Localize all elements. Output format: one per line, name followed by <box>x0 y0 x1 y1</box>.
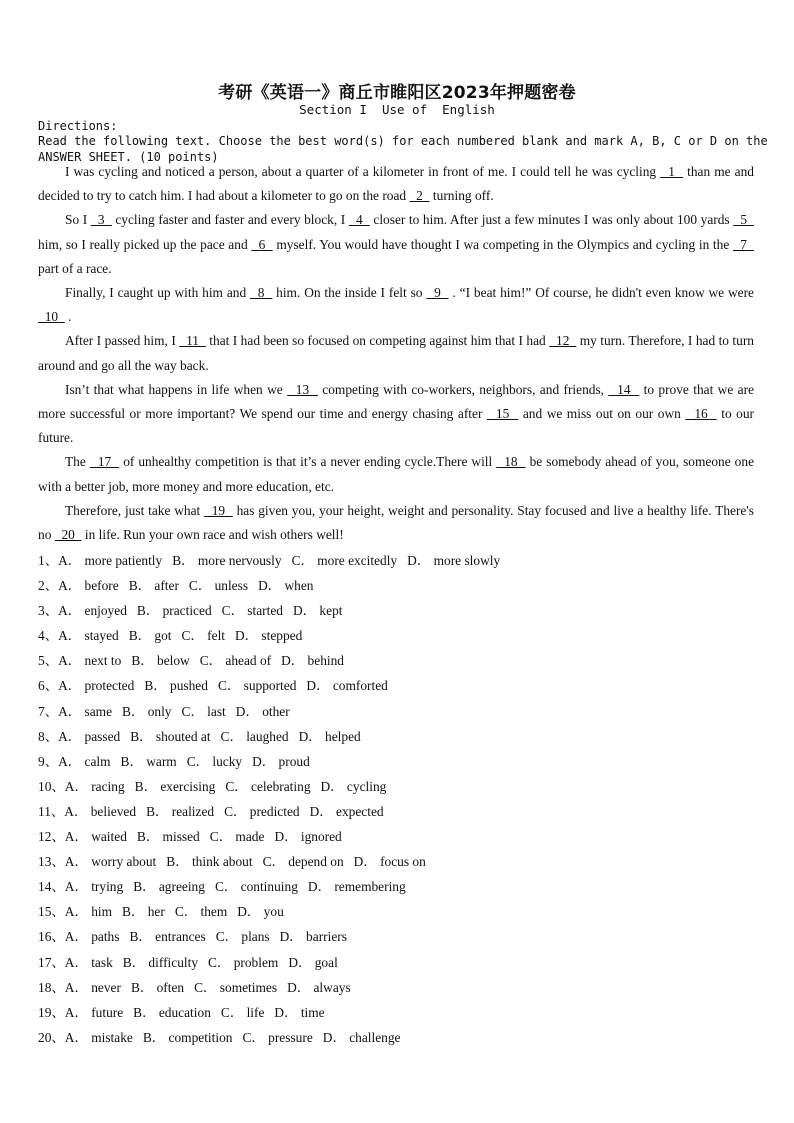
question-row <box>38 874 754 899</box>
directions-heading: Directions: <box>38 119 118 133</box>
question-row <box>38 573 754 598</box>
option-a: A． paths <box>64 929 120 945</box>
option-b: B． difficulty <box>122 954 199 970</box>
question-number: 4、 <box>38 628 59 644</box>
option-a: A． mistake <box>64 1029 133 1045</box>
option-a: A． same <box>58 703 113 719</box>
option-c: C． sometimes <box>194 979 278 995</box>
passage-text: of unhealthy competition is that it’s a never ending cycle.There will <box>119 454 497 470</box>
option-d: D． helped <box>298 728 361 744</box>
question-number: 16、 <box>38 929 65 945</box>
option-a: A． believed <box>64 803 137 819</box>
passage-paragraph-1 <box>38 160 754 208</box>
option-c: C． predicted <box>224 803 300 819</box>
blank-14: 14 <box>608 381 640 397</box>
blank-9: 9 <box>426 285 449 301</box>
question-row <box>38 749 754 774</box>
option-a: A． future <box>64 1004 124 1020</box>
question-number: 11、 <box>38 803 65 819</box>
blank-16: 16 <box>685 406 717 422</box>
question-row <box>38 774 754 799</box>
passage-text: closer to him. After just a few minutes I was only about 100 yards <box>369 212 734 228</box>
question-row <box>38 598 754 623</box>
option-d: D． kept <box>293 603 343 619</box>
question-number: 7、 <box>38 703 59 719</box>
question-number: 1、 <box>38 553 59 568</box>
option-b: B． competition <box>142 1029 233 1045</box>
passage-text: has given you, your height, weight and personality. Stay focused and live a healthy life. There's no <box>38 502 754 543</box>
option-d: D． time <box>274 1004 325 1020</box>
option-b: B． only <box>122 703 172 719</box>
blank-19: 19 <box>204 502 233 518</box>
passage-paragraph-6 <box>38 450 754 498</box>
option-b: B． entrances <box>129 929 206 945</box>
question-number: 2、 <box>38 578 59 594</box>
option-a: A． stayed <box>58 628 119 644</box>
option-b: B． exercising <box>134 778 216 794</box>
option-c: C． life <box>220 1004 265 1020</box>
option-d: D． expected <box>309 803 384 819</box>
passage-paragraph-5 <box>38 378 754 451</box>
option-a: A． protected <box>58 678 135 694</box>
option-c: C． continuing <box>214 879 298 895</box>
option-c: C． plans <box>215 929 270 945</box>
passage-paragraph-3 <box>38 281 754 329</box>
option-a: A． never <box>64 979 121 995</box>
option-d: D． other <box>235 703 290 719</box>
option-b: B． pushed <box>144 678 208 694</box>
passage-text: be somebody ahead of you, someone one with a better job, more money and more education, etc. <box>38 454 755 494</box>
passage-text: in life. Run your own race and wish others well! <box>81 527 344 543</box>
passage-text: The <box>65 454 90 470</box>
option-d: D． stepped <box>235 628 303 644</box>
question-row <box>38 950 754 975</box>
question-row <box>38 548 754 573</box>
question-row <box>38 1000 754 1025</box>
passage-text: . “I beat him!” Of course, he didn't even know we were <box>448 285 754 301</box>
question-number: 15、 <box>38 904 65 920</box>
option-d: D． cycling <box>320 778 387 794</box>
option-d: D． when <box>258 578 314 594</box>
passage-text: Isn’t that what happens in life when we <box>65 381 288 397</box>
option-b: B． agreeing <box>133 879 205 895</box>
option-d: D． comforted <box>306 678 388 694</box>
option-c: C． pressure <box>242 1029 313 1045</box>
passage-text: and we miss out on our own <box>518 406 686 422</box>
option-c: C． felt <box>181 628 226 644</box>
passage-text: Finally, I caught up with him and <box>65 285 251 301</box>
question-number: 19、 <box>38 1004 65 1020</box>
option-c: C． laughed <box>220 728 289 744</box>
option-a: A． waited <box>64 829 127 845</box>
passage-text: than me and decided to try to catch him. I had about a kilometer to go on the road <box>38 164 755 204</box>
option-b: B． education <box>133 1004 211 1020</box>
option-a: A． before <box>58 578 119 594</box>
directions-line-2: ANSWER SHEET. (10 points) <box>38 150 219 164</box>
passage-text: turning off. <box>429 188 494 204</box>
option-b: B． often <box>130 979 185 995</box>
blank-3: 3 <box>90 212 112 228</box>
question-options-list <box>38 548 754 1050</box>
option-a: A． enjoyed <box>58 603 127 619</box>
blank-18: 18 <box>496 454 526 470</box>
option-a: A． passed <box>58 728 121 744</box>
question-number: 8、 <box>38 728 59 744</box>
option-a: A． racing <box>64 778 125 794</box>
passage-text: cycling faster and faster and every block, I <box>111 212 349 228</box>
option-a: A． more patiently <box>58 553 163 568</box>
option-d: D． you <box>237 904 284 920</box>
option-b: B． got <box>128 628 172 644</box>
option-c: C． last <box>181 703 226 719</box>
option-c: C． started <box>221 603 284 619</box>
question-row <box>38 824 754 849</box>
question-number: 3、 <box>38 603 59 619</box>
question-number: 13、 <box>38 854 65 870</box>
directions-line-1: Read the following text. Choose the best word(s) for each numbered blank and mark A, B, C or D on the <box>38 134 768 148</box>
page-title: 考研《英语一》商丘市睢阳区2023年押题密卷 <box>218 83 576 103</box>
option-a: A． task <box>64 954 113 970</box>
question-number: 6、 <box>38 678 59 694</box>
blank-8: 8 <box>250 285 273 301</box>
blank-15: 15 <box>486 406 519 422</box>
option-a: A． worry about <box>64 854 157 870</box>
passage-text: I was cycling and noticed a person, about a quarter of a kilometer in front of me. I could tell he was cycling <box>65 164 661 179</box>
blank-17: 17 <box>89 454 120 470</box>
option-a: A． him <box>64 904 113 920</box>
option-c: C． lucky <box>186 753 243 769</box>
passage-text: competing with co-workers, neighbors, and friends, <box>317 381 609 397</box>
option-c: C． made <box>209 829 265 845</box>
blank-12: 12 <box>549 333 577 349</box>
question-number: 12、 <box>38 829 65 845</box>
blank-7: 7 <box>732 236 754 252</box>
question-number: 20、 <box>38 1029 65 1045</box>
passage-text: myself. You would have thought I wa competing in the Olympics and cycling in the <box>272 236 733 252</box>
passage <box>38 160 754 547</box>
question-row <box>38 899 754 924</box>
option-d: D． challenge <box>322 1029 401 1045</box>
passage-paragraph-4 <box>38 329 754 377</box>
passage-text: to our future. <box>38 406 755 446</box>
option-c: C． depend on <box>262 854 344 870</box>
question-number: 10、 <box>38 778 65 794</box>
blank-11: 11 <box>179 333 206 349</box>
question-row <box>38 1025 754 1050</box>
blank-13: 13 <box>287 381 318 397</box>
section-subtitle: Section I Use of English <box>299 102 495 117</box>
question-row <box>38 648 754 673</box>
option-c: C． supported <box>217 678 297 694</box>
passage-text: Therefore, just take what <box>65 502 205 518</box>
option-b: B． shouted at <box>130 728 211 744</box>
question-number: 5、 <box>38 653 59 669</box>
option-a: A． calm <box>58 753 111 769</box>
blank-20: 20 <box>54 527 82 543</box>
question-row <box>38 975 754 1000</box>
option-b: B． think about <box>166 854 253 870</box>
option-b: B． warm <box>120 753 177 769</box>
question-row <box>38 673 754 698</box>
option-c: C． more excitedly <box>291 553 398 568</box>
question-row <box>38 623 754 648</box>
option-c: C． ahead of <box>199 653 272 669</box>
question-number: 14、 <box>38 879 65 895</box>
option-b: B． below <box>131 653 190 669</box>
option-a: A． trying <box>64 879 124 895</box>
option-d: D． barriers <box>279 929 347 945</box>
option-b: B． realized <box>146 803 215 819</box>
blank-1: 1 <box>660 164 684 179</box>
option-c: C． unless <box>188 578 249 594</box>
option-d: D． proud <box>252 753 310 769</box>
option-b: B． more nervously <box>172 553 282 568</box>
question-row <box>38 924 754 949</box>
option-d: D． behind <box>281 653 344 669</box>
passage-text: After I passed him, I <box>65 333 180 349</box>
question-number: 9、 <box>38 753 59 769</box>
question-row <box>38 799 754 824</box>
passage-text: . <box>64 309 72 325</box>
blank-4: 4 <box>348 212 370 228</box>
option-d: D． goal <box>288 954 338 970</box>
option-d: D． always <box>287 979 351 995</box>
blank-2: 2 <box>409 188 430 204</box>
question-row <box>38 849 754 874</box>
passage-paragraph-2 <box>38 208 754 281</box>
question-row <box>38 724 754 749</box>
option-b: B． missed <box>136 829 200 845</box>
question-row <box>38 699 754 724</box>
option-d: D． remembering <box>307 879 406 895</box>
passage-text: him. On the inside I felt so <box>272 285 427 301</box>
passage-paragraph-7 <box>38 499 754 547</box>
passage-text: that I had been so focused on competing against him that I had <box>205 333 550 349</box>
blank-10: 10 <box>38 309 65 325</box>
passage-text: my turn. Therefore, I had to turn around and go all the way back. <box>38 333 754 373</box>
option-d: D． more slowly <box>407 553 501 568</box>
passage-text: to prove that we are more successful or more important? We spend our time and energy chasing after <box>38 381 755 422</box>
option-b: B． her <box>122 904 165 920</box>
option-c: C． problem <box>208 954 279 970</box>
passage-text: him, so I really picked up the pace and <box>38 236 252 252</box>
question-number: 18、 <box>38 979 65 995</box>
blank-5: 5 <box>733 212 754 228</box>
option-b: B． after <box>128 578 179 594</box>
passage-text: part of a race. <box>38 260 112 276</box>
question-number: 17、 <box>38 954 65 970</box>
option-b: B． practiced <box>136 603 212 619</box>
option-a: A． next to <box>58 653 122 669</box>
option-c: C． them <box>174 904 228 920</box>
option-d: D． ignored <box>274 829 342 845</box>
option-c: C． celebrating <box>225 778 311 794</box>
option-d: D． focus on <box>353 854 426 870</box>
blank-6: 6 <box>251 236 273 252</box>
passage-text: So I <box>65 212 91 228</box>
